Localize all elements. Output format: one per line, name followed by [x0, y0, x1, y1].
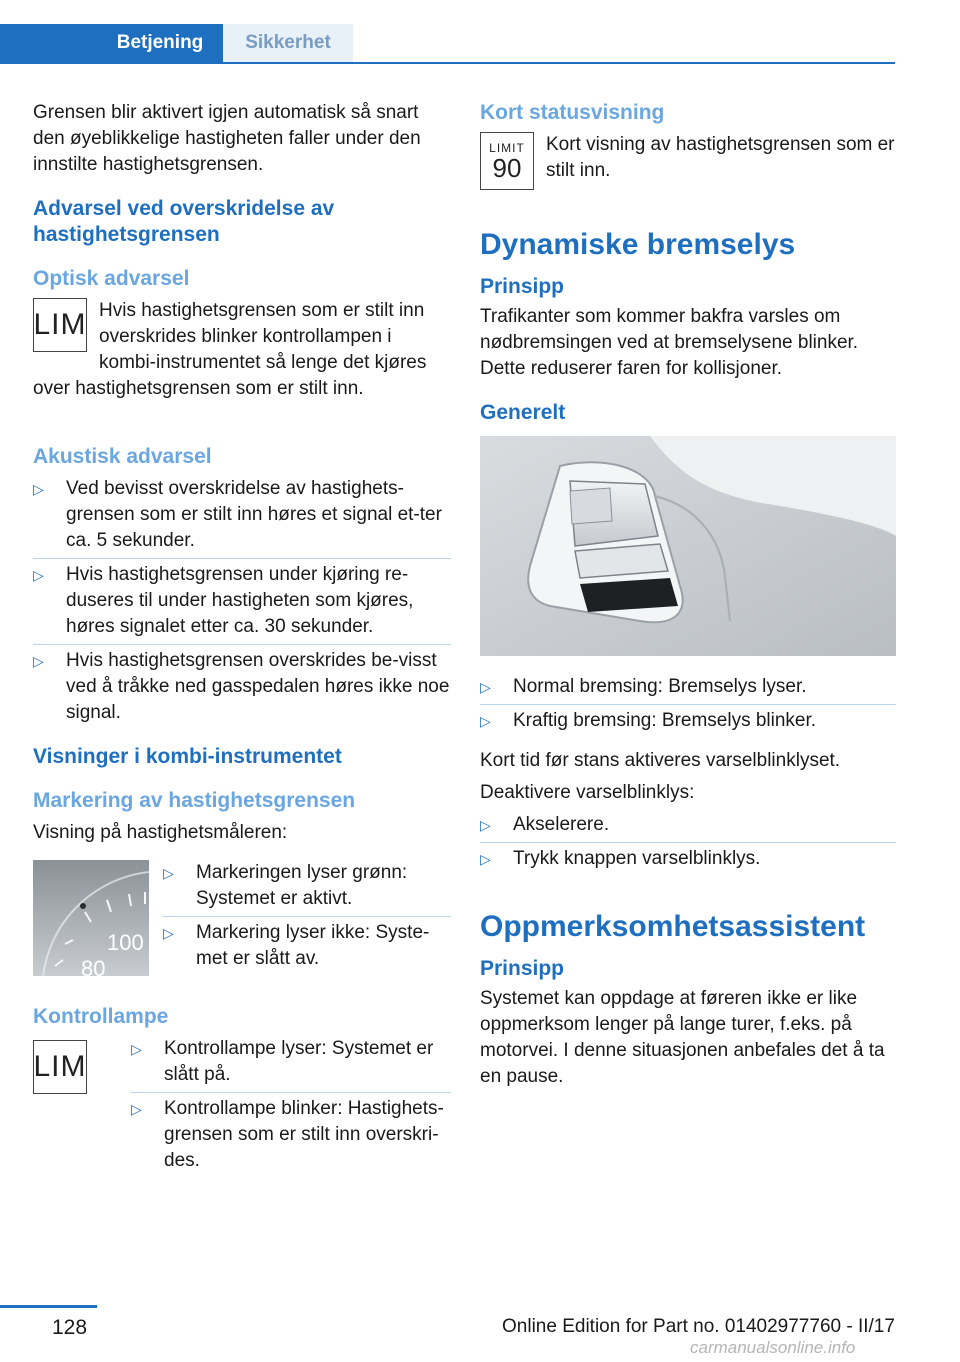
tab-betjening[interactable]: Betjening	[97, 24, 223, 62]
heading-prinsipp-2: Prinsipp	[480, 957, 565, 980]
deaktivere-list	[480, 812, 896, 872]
prinsipp-1-text: Trafikanter som kommer bakfra varsles om nødbremsingen ved at bremselysene blinker. Dette reduserer faren for kollisjoner.	[480, 306, 859, 379]
tab-sikkerhet[interactable]: Sikkerhet	[223, 24, 353, 62]
triangle-bullet-icon: ▷	[480, 817, 491, 833]
optisk-block	[33, 298, 451, 416]
triangle-bullet-icon: ▷	[480, 851, 491, 867]
limit-90-icon: LIMIT 90	[480, 132, 534, 190]
markering-list-wrap	[163, 860, 451, 986]
markering-block	[33, 860, 451, 986]
kontroll-block	[33, 1036, 451, 1188]
triangle-bullet-icon: ▷	[163, 865, 174, 881]
lim-indicator-icon: LIM	[33, 298, 87, 352]
list-item: ▷ Markering lyser ikke: Syste-met er slått av.	[163, 922, 430, 969]
heading-prinsipp-1: Prinsipp	[480, 275, 565, 298]
brake-light-image	[480, 436, 896, 656]
akustisk-list	[33, 476, 451, 726]
list-item: ▷ Kraftig bremsing: Bremselys blinker.	[480, 708, 896, 734]
heading-advarsel: Advarsel ved overskridelse av hastighetsgrensen	[33, 197, 335, 246]
list-item: ▷ Kontrollampe lyser: Systemet er slått på.	[131, 1036, 451, 1088]
optisk-text: Hvis hastighetsgrensen som er stilt inn overskrides blinker kontrollampen i kombi-instrumentet så lenge det kjøres over hastighetsgrensen som er stilt inn.	[33, 300, 427, 399]
triangle-bullet-icon: ▷	[131, 1041, 142, 1057]
list-item: ▷ Akselerere.	[480, 812, 896, 838]
intro-paragraph: Grensen blir aktivert igjen automatisk så snart den øyeblikkelige hastigheten faller under den innstilte hastighetsgrensen.	[33, 102, 421, 175]
lim-indicator-icon-2: LIM	[33, 1040, 87, 1094]
triangle-bullet-icon: ▷	[33, 481, 44, 497]
brems-list	[480, 674, 896, 734]
speedo-label-80: 80	[81, 956, 106, 976]
prinsipp-2-text: Systemet kan oppdage at føreren ikke er like oppmerksom lenger på lange turer, f.eks. på motorvei. I denne situasjonen anbefales det å ta en pause.	[480, 988, 885, 1087]
triangle-bullet-icon: ▷	[131, 1101, 142, 1117]
heading-generelt: Generelt	[480, 401, 566, 424]
triangle-bullet-icon: ▷	[163, 925, 174, 941]
kort-text: Kort visning av hastighetsgrensen som er stilt inn.	[546, 134, 895, 181]
triangle-bullet-icon: ▷	[480, 713, 491, 729]
heading-akustisk: Akustisk advarsel	[33, 445, 212, 468]
heading-dynamiske: Dynamiske bremselys	[480, 228, 796, 261]
list-item: ▷ Trykk knappen varselblinklys.	[480, 846, 896, 872]
markering-list	[163, 860, 451, 972]
kort-block	[480, 132, 896, 198]
heading-kort-status: Kort statusvisning	[480, 101, 665, 124]
speedometer-image	[33, 860, 149, 976]
deaktivere-text: Deaktivere varselblinklys:	[480, 782, 695, 803]
list-item: ▷ Hvis hastighetsgrensen overskrides be-visst ved å tråkke ned gasspedalen høres ikke noe signal.	[33, 650, 450, 723]
footer-rule	[0, 1305, 97, 1308]
kontroll-list	[131, 1036, 451, 1174]
triangle-bullet-icon: ▷	[480, 679, 491, 695]
heading-kontrollampe: Kontrollampe	[33, 1005, 169, 1028]
list-item: ▷ Ved bevisst overskridelse av hastighets-grensen som er stilt inn høres et signal et-ter ca. 5 sekunder.	[33, 476, 451, 554]
list-item: ▷ Markeringen lyser grønn: Systemet er aktivt.	[163, 860, 451, 912]
triangle-bullet-icon: ▷	[33, 567, 44, 583]
right-column	[480, 100, 896, 1104]
heading-visninger: Visninger i kombi-instrumentet	[33, 745, 342, 768]
heading-optisk: Optisk advarsel	[33, 267, 190, 290]
tab-spacer	[0, 24, 97, 62]
header-tabs	[0, 24, 895, 64]
watermark: carmanualsonline.info	[690, 1338, 856, 1357]
list-item: ▷ Kontrollampe blinker: Hastighets-grensen som er stilt inn overskri-des.	[131, 1098, 444, 1171]
edition-text: Online Edition for Part no. 01402977760 - II/17	[502, 1316, 895, 1337]
kontroll-list-wrap	[131, 1036, 451, 1188]
kort-tid-text: Kort tid før stans aktiveres varselblinklyset.	[480, 750, 841, 771]
triangle-bullet-icon: ▷	[33, 653, 44, 669]
markering-intro: Visning på hastighetsmåleren:	[33, 822, 288, 843]
left-column	[33, 100, 451, 1188]
list-item: ▷ Normal bremsing: Bremselys lyser.	[480, 674, 896, 700]
speedo-label-100: 100	[107, 930, 144, 955]
list-item: ▷ Hvis hastighetsgrensen under kjøring re-duseres til under hastigheten som kjøres, høres signalet etter ca. 30 sekunder.	[33, 562, 451, 640]
heading-markering: Markering av hastighetsgrensen	[33, 789, 356, 812]
page-number: 128	[52, 1316, 88, 1339]
heading-oppmerksomhet: Oppmerksomhetsassistent	[480, 910, 866, 943]
